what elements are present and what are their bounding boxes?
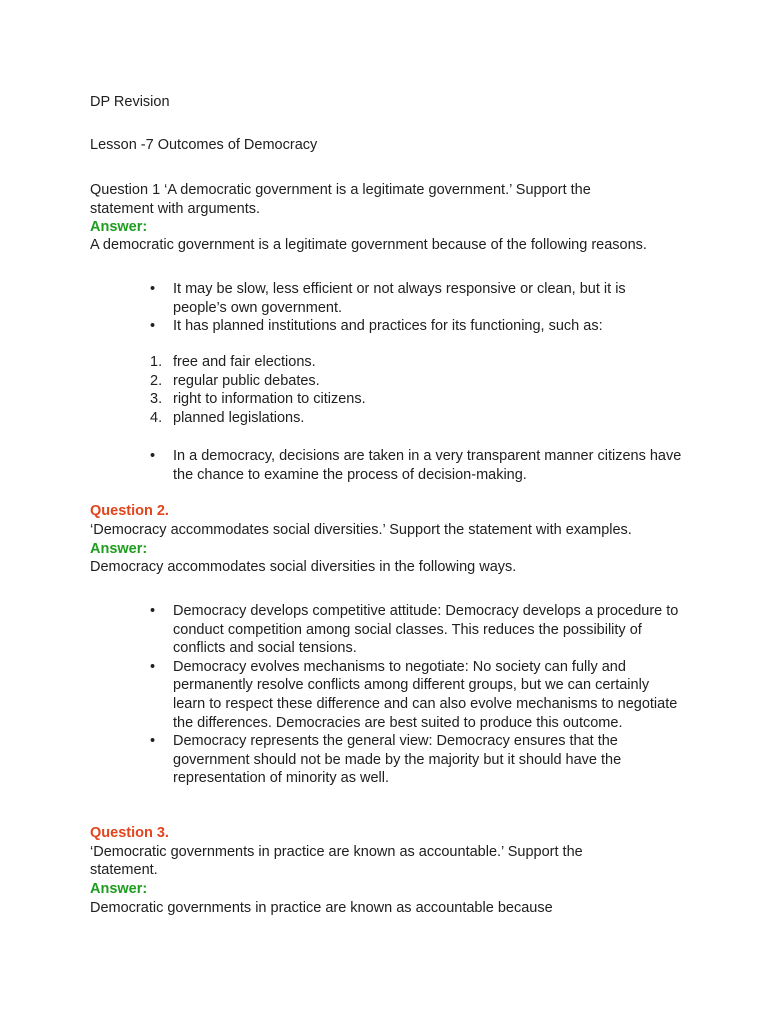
list-number: 3. bbox=[150, 391, 163, 408]
answer-1-bullets-a bbox=[150, 280, 683, 336]
answer-1-label: Answer: bbox=[90, 219, 148, 235]
answer-3-label: Answer: bbox=[90, 881, 148, 897]
list-item bbox=[150, 658, 683, 732]
lesson-heading: Lesson -7 Outcomes of Democracy bbox=[90, 137, 318, 153]
question-2-text: ‘Democracy accommodates social diversities.’ Support the statement with examples. bbox=[90, 522, 632, 538]
question-1-text-cont: statement with arguments. bbox=[90, 201, 261, 217]
question-3-text-cont: statement. bbox=[90, 862, 158, 878]
list-item-text: It may be slow, less efficient or not always responsive or clean, but it is people’s own government. bbox=[173, 281, 626, 316]
list-item bbox=[150, 280, 683, 317]
answer-2-bullets bbox=[150, 602, 683, 788]
answer-3-intro: Democratic governments in practice are known as accountable because bbox=[90, 900, 553, 916]
answer-1-intro: A democratic government is a legitimate government because of the following reasons. bbox=[90, 237, 647, 253]
list-item-text: Democracy evolves mechanisms to negotiate: No society can fully and permanently resolve conflicts among different groups, but we can certainly learn to respect these difference and can also evolve mechanisms to negotiate the differences. Democracies are best suited to produce this outcome. bbox=[173, 658, 678, 731]
list-number: 1. bbox=[150, 354, 163, 370]
answer-2-intro: Democracy accommodates social diversities in the following ways. bbox=[90, 559, 517, 575]
list-number: 4. bbox=[150, 409, 163, 426]
list-number: 2. bbox=[150, 372, 163, 389]
bullet-icon: • bbox=[150, 281, 156, 297]
list-item-text: In a democracy, decisions are taken in a very transparent manner citizens have the chance to examine the process of decision-making. bbox=[173, 448, 682, 483]
document-title: DP Revision bbox=[90, 94, 170, 110]
list-item bbox=[150, 409, 683, 428]
list-item bbox=[150, 732, 683, 788]
list-item bbox=[150, 447, 683, 484]
bullet-icon: • bbox=[150, 733, 156, 750]
bullet-icon: • bbox=[150, 318, 156, 335]
bullet-icon: • bbox=[150, 603, 156, 619]
list-item-text: free and fair elections. bbox=[173, 354, 316, 370]
answer-1-bullets-b bbox=[150, 447, 683, 484]
question-3-label: Question 3. bbox=[90, 825, 169, 841]
answer-2-label: Answer: bbox=[90, 541, 148, 557]
list-item-text: planned legislations. bbox=[173, 409, 305, 426]
list-item bbox=[150, 390, 683, 409]
question-1-text: Question 1 ‘A democratic government is a legitimate government.’ Support the bbox=[90, 182, 591, 198]
list-item bbox=[150, 353, 683, 372]
list-item bbox=[150, 372, 683, 391]
list-item-text: It has planned institutions and practices for its functioning, such as: bbox=[173, 318, 603, 335]
list-item-text: Democracy develops competitive attitude: Democracy develops a procedure to conduct competition among social classes. This reduces the possibility of conflicts and social tensions. bbox=[173, 603, 679, 657]
list-item bbox=[150, 317, 683, 336]
list-item-text: Democracy represents the general view: Democracy ensures that the government should not be made by the majority but it should have the representation of minority as well. bbox=[173, 733, 622, 787]
answer-1-numbered-list bbox=[150, 353, 683, 427]
bullet-icon: • bbox=[150, 448, 156, 464]
question-2-label: Question 2. bbox=[90, 503, 169, 519]
bullet-icon: • bbox=[150, 658, 156, 675]
list-item-text: right to information to citizens. bbox=[173, 391, 366, 408]
list-item bbox=[150, 602, 683, 658]
list-item-text: regular public debates. bbox=[173, 372, 320, 389]
question-3-text: ‘Democratic governments in practice are known as accountable.’ Support the bbox=[90, 844, 583, 860]
